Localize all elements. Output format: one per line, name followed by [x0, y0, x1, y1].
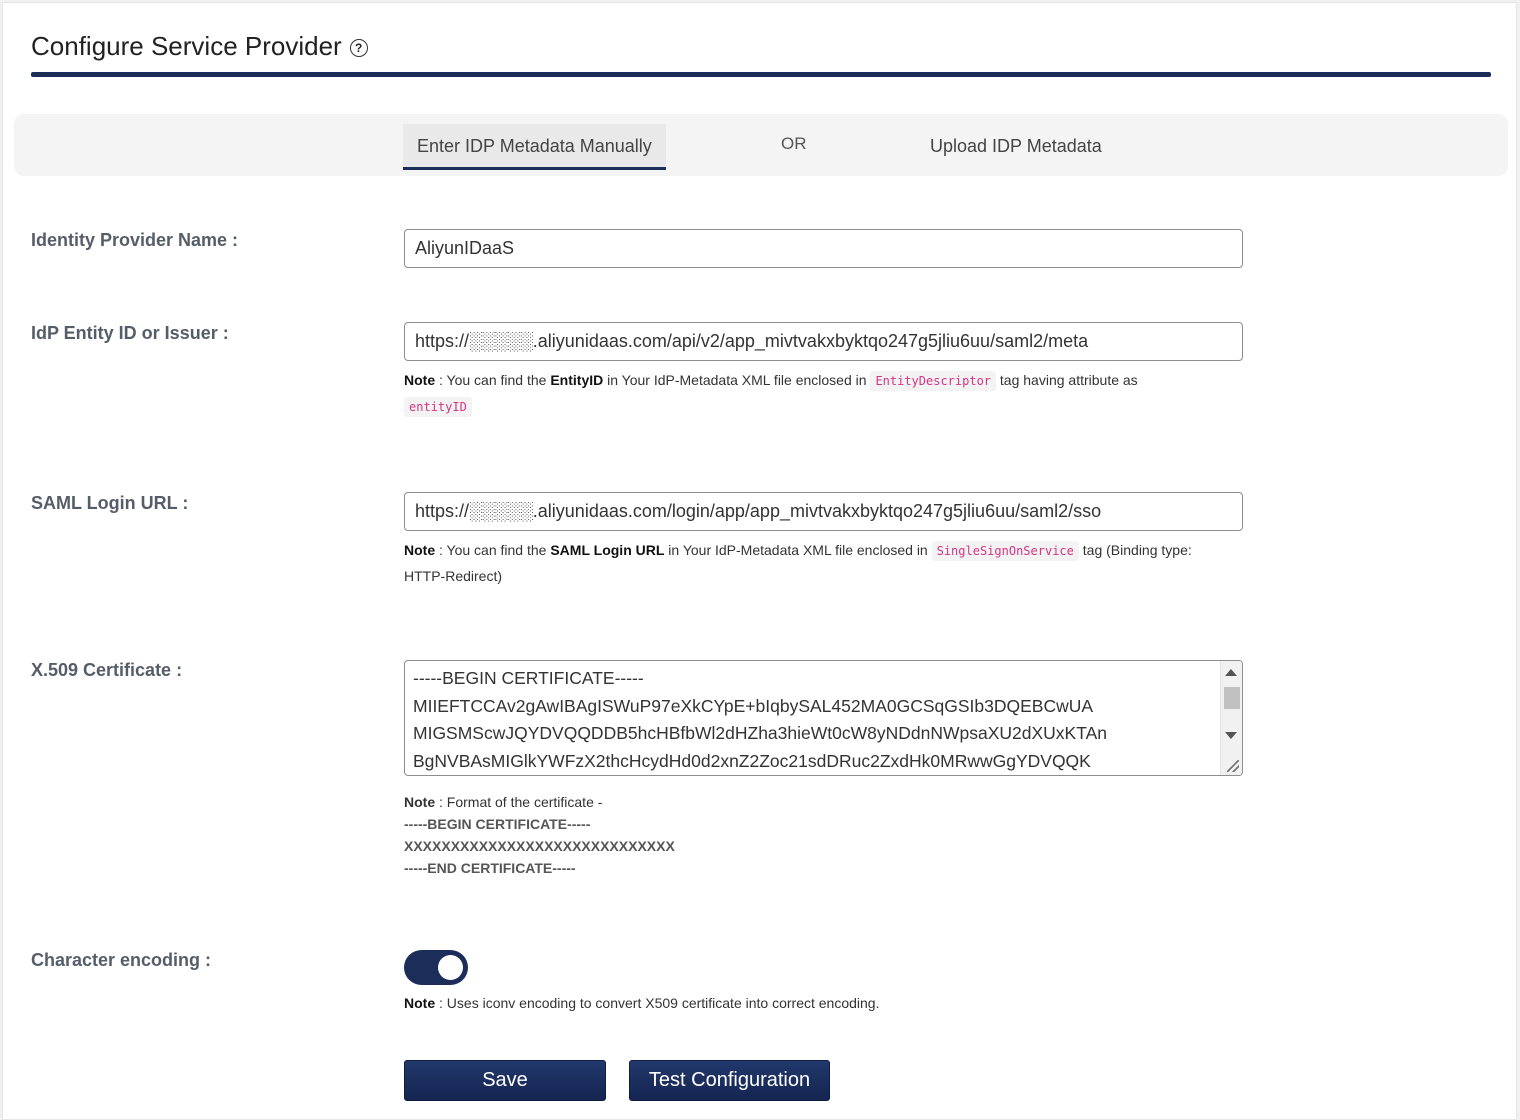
note-text: : Uses iconv encoding to convert X509 certificate into correct encoding. [435, 995, 880, 1011]
certificate-text[interactable]: -----BEGIN CERTIFICATE----- MIIEFTCCAv2gAwIBAgISWuP97eXkCYpE+bIqbySAL452MA0GCSqGSIb3DQEBCwUA MIGSMScwJQYDVQQDDB5hcHBfbWl2dHZha3hieWt0cW8yNDdnNWpsaXU2dXUxKTAn BgNVBAsMIGlkYWFzX2thcHcydHd0d2xnZ2Zoc21sdDRuc2ZxdHk0MRwwGgYDVQQK [413, 668, 1108, 771]
tab-separator-or: OR [781, 134, 807, 153]
note-label: Note [404, 794, 436, 810]
format-begin: -----BEGIN CERTIFICATE----- [404, 816, 591, 832]
tab-enter-manually[interactable]: Enter IDP Metadata Manually [403, 124, 666, 170]
note-emphasis: EntityID [550, 372, 604, 388]
note-text: : You can find the [435, 542, 551, 558]
entity-id-input[interactable] [404, 322, 1243, 361]
entity-id-label: IdP Entity ID or Issuer : [31, 323, 229, 343]
scroll-thumb[interactable] [1224, 687, 1240, 709]
scroll-up-icon[interactable] [1225, 669, 1237, 676]
note-text: in Your IdP-Metadata XML file enclosed in [603, 372, 871, 388]
entity-id-note [404, 368, 1234, 420]
saml-login-note [404, 538, 1234, 589]
encoding-toggle[interactable] [404, 950, 468, 985]
certificate-note [404, 791, 675, 879]
saml-login-label: SAML Login URL : [31, 493, 189, 513]
scroll-down-icon[interactable] [1225, 732, 1237, 739]
page-title-text: Configure Service Provider [31, 31, 342, 61]
note-text: tag having attribute as [996, 372, 1138, 388]
note-label: Note [404, 542, 436, 558]
note-emphasis: SAML Login URL [550, 542, 665, 558]
save-button[interactable]: Save [404, 1060, 606, 1101]
format-end: -----END CERTIFICATE----- [404, 860, 576, 876]
code-tag: entityID [404, 397, 472, 417]
note-text: : You can find the [435, 372, 551, 388]
certificate-textarea[interactable] [404, 660, 1243, 776]
note-label: Note [404, 372, 436, 388]
idp-name-input[interactable] [404, 229, 1243, 268]
idp-name-label: Identity Provider Name : [31, 230, 239, 250]
code-tag: SingleSignOnService [932, 541, 1079, 561]
note-text: in Your IdP-Metadata XML file enclosed in [664, 542, 932, 558]
title-divider [31, 72, 1491, 77]
page-title [31, 31, 368, 62]
metadata-tab-bar [14, 114, 1508, 176]
note-text: : Format of the certificate - [435, 794, 603, 810]
test-configuration-button[interactable]: Test Configuration [629, 1060, 830, 1101]
note-text: tag (Binding type: HTTP-Redirect) [404, 542, 1192, 584]
encoding-note [404, 991, 1234, 1016]
saml-login-input[interactable] [404, 492, 1243, 531]
toggle-knob [438, 955, 463, 980]
note-label: Note [404, 995, 436, 1011]
resize-grip-icon[interactable] [1227, 760, 1239, 772]
certificate-scrollbar[interactable] [1220, 661, 1242, 775]
encoding-label: Character encoding : [31, 950, 212, 970]
code-tag: EntityDescriptor [870, 371, 996, 391]
format-body: XXXXXXXXXXXXXXXXXXXXXXXXXXXXX [404, 838, 675, 854]
configure-sp-panel [2, 2, 1517, 1120]
question-circle-icon[interactable]: ? [350, 39, 368, 57]
certificate-label: X.509 Certificate : [31, 660, 183, 680]
tab-upload-metadata[interactable]: Upload IDP Metadata [930, 136, 1102, 156]
